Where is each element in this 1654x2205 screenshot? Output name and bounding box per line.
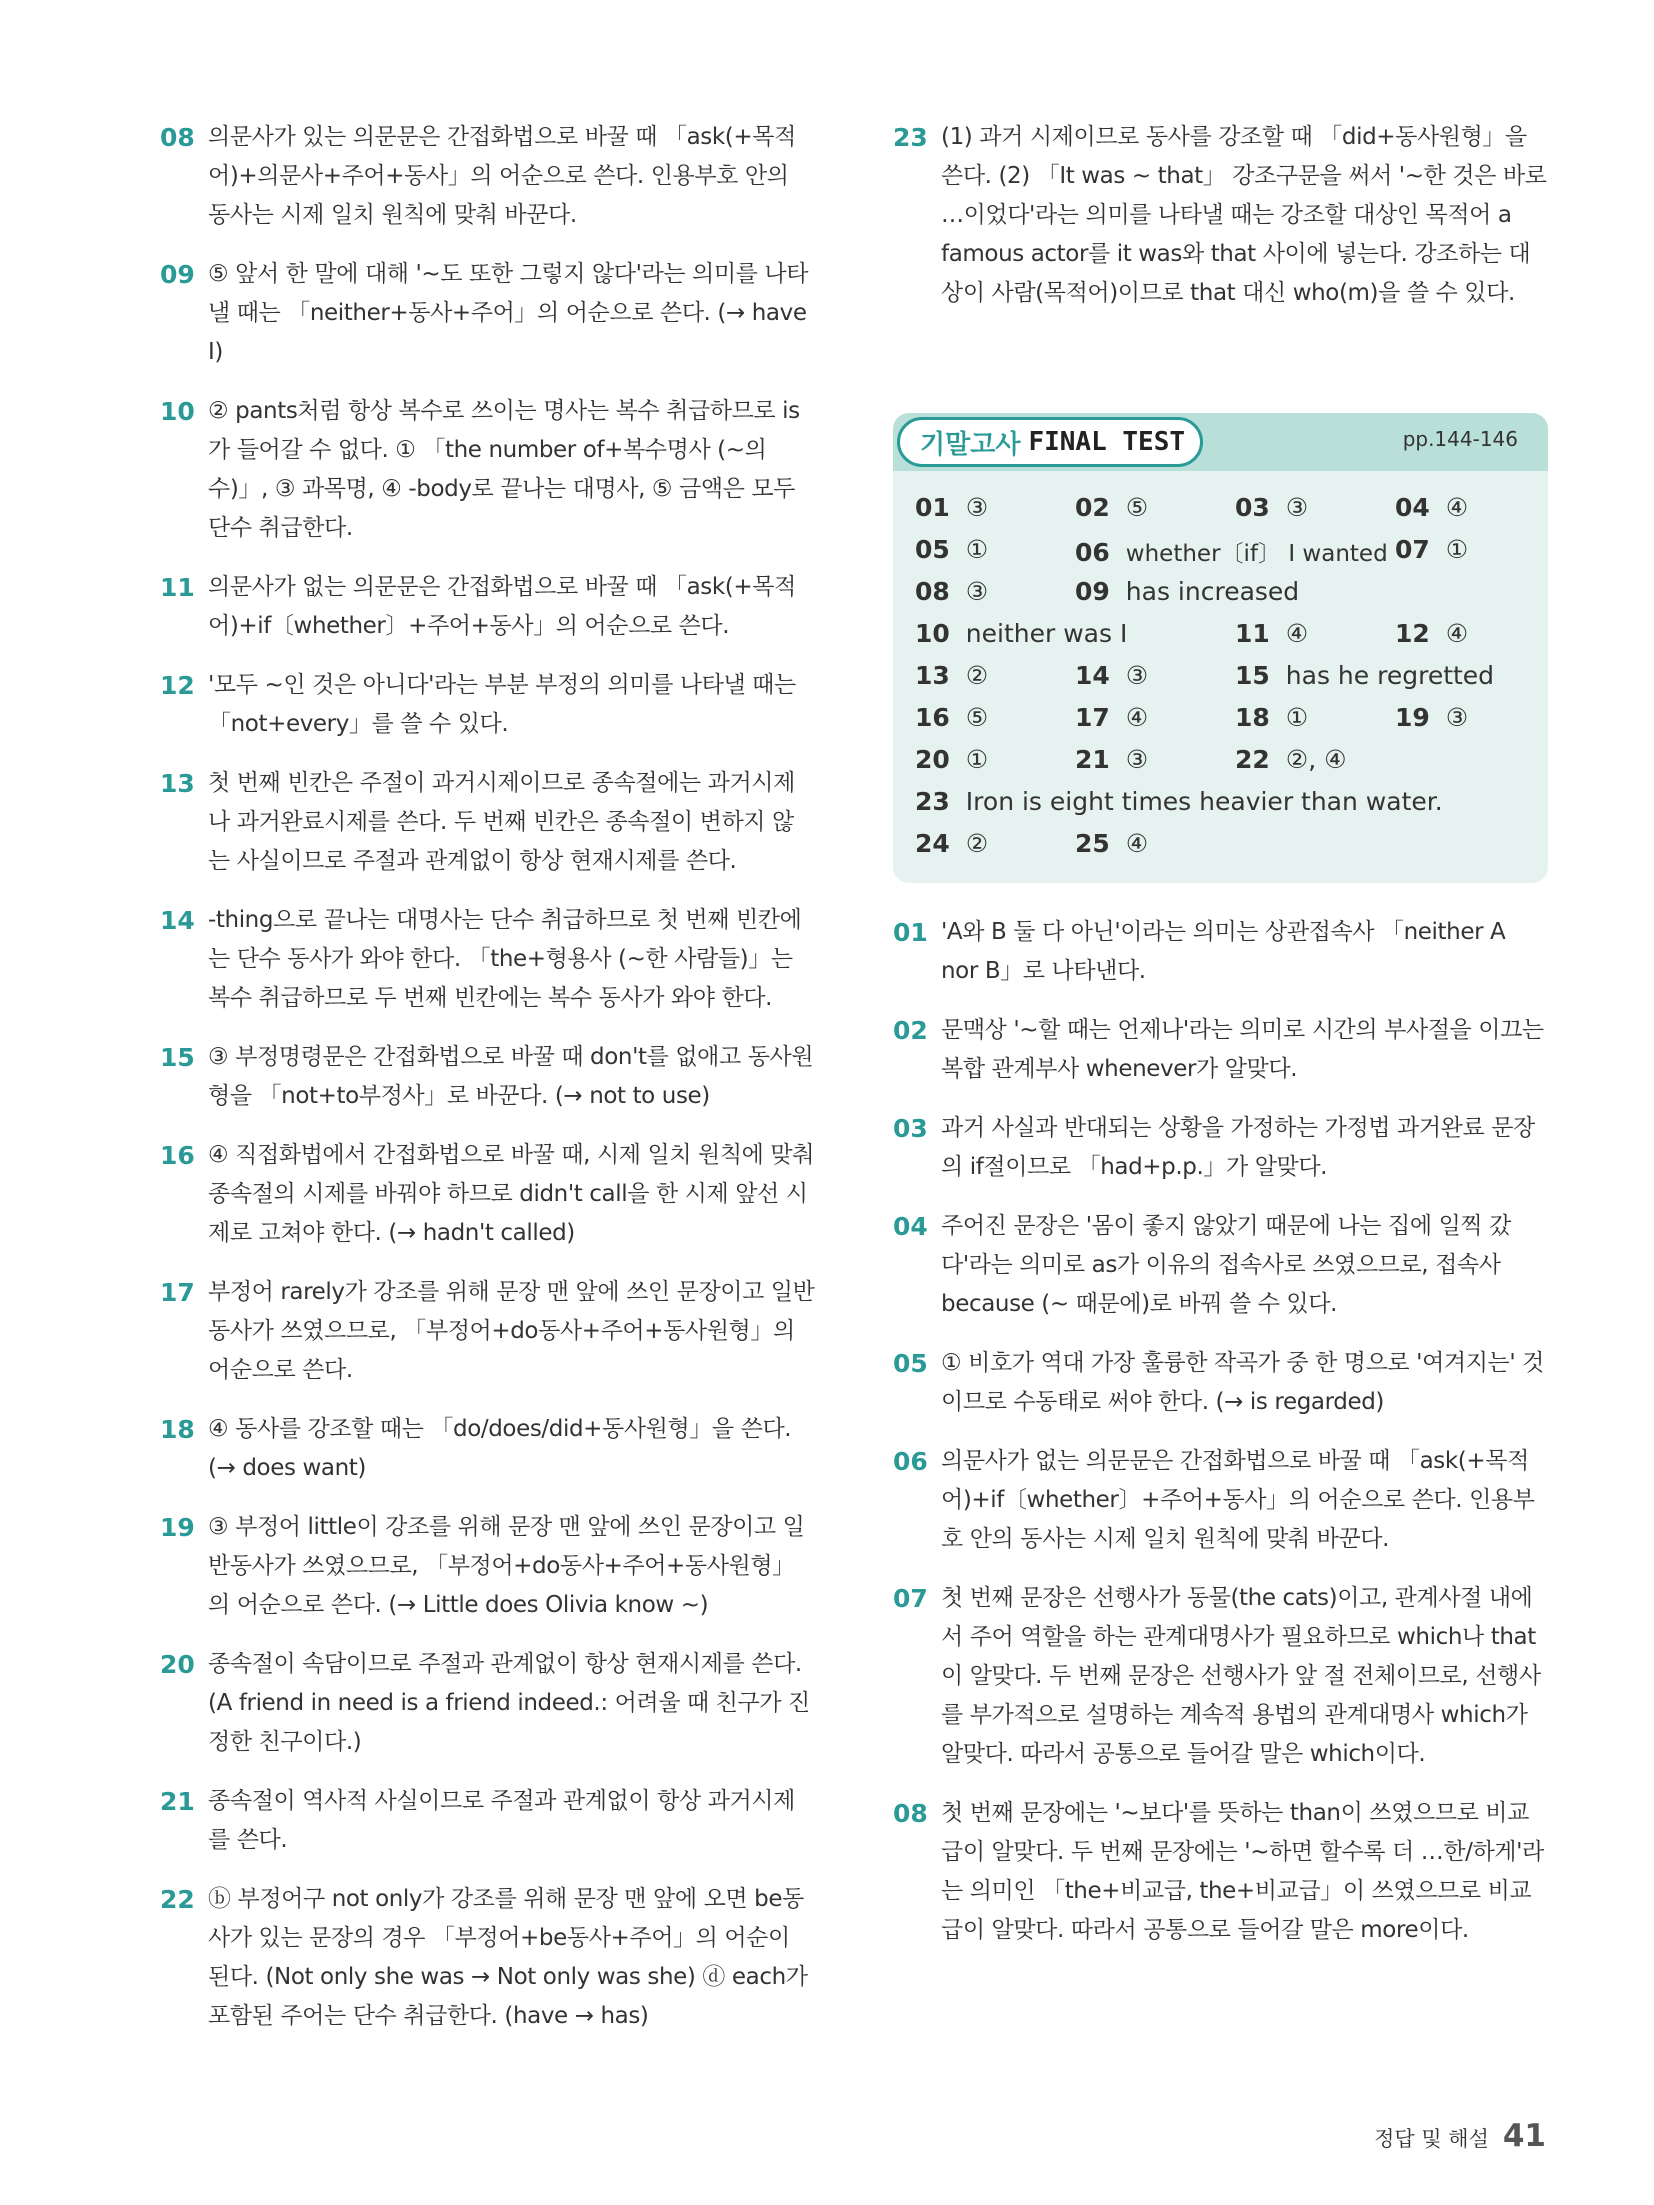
answer-item: 24 ② <box>915 829 989 858</box>
page-range: pp.144-146 <box>1402 427 1518 451</box>
explanation-item <box>893 1011 1548 1089</box>
item-number: 15 <box>160 1043 195 1072</box>
item-number: 17 <box>160 1278 195 1307</box>
footer-label: 정답 및 해설 <box>1374 2127 1489 2151</box>
explanation-item <box>893 1794 1548 1950</box>
item-number: 08 <box>893 1799 928 1828</box>
item-text: 첫 번째 빈칸은 주절이 과거시제이므로 종속절에는 과거시제나 과거완료시제를 쓴다. 두 번째 빈칸은 종속절이 변하지 않는 사실이므로 주절과 관계없이 항상 현재시제를 쓴다. <box>208 770 795 874</box>
answer-item: 04 ④ <box>1395 493 1469 522</box>
explanation-item <box>160 392 815 548</box>
right-column <box>893 118 1548 1970</box>
item-number: 11 <box>160 573 195 602</box>
explanation-item <box>160 901 815 1018</box>
left-column <box>160 118 815 2056</box>
explanation-item <box>160 666 815 744</box>
item-text: 의문사가 없는 의문문은 간접화법으로 바꿀 때 「ask(+목적어)+if〔whether〕+주어+동사」의 어순으로 쓴다. 인용부호 안의 동사는 시제 일치 원칙에 맞춰 바꾼다. <box>941 1448 1535 1552</box>
item-number: 20 <box>160 1650 195 1679</box>
item-text: '모두 ~인 것은 아니다'라는 부분 부정의 의미를 나타낼 때는 「not+every」를 쓸 수 있다. <box>208 672 796 737</box>
explanation-item <box>160 118 815 235</box>
answer-item: 14 ③ <box>1075 661 1149 690</box>
item-text: ④ 직접화법에서 간접화법으로 바꿀 때, 시제 일치 원칙에 맞춰 종속절의 시제를 바꿔야 하므로 didn't call을 한 시제 앞선 시제로 고쳐야 한다. (→ hadn't called) <box>208 1142 815 1246</box>
final-test-title <box>897 417 1203 467</box>
item-number: 07 <box>893 1584 928 1613</box>
item-text: 과거 사실과 반대되는 상황을 가정하는 가정법 과거완료 문장의 if절이므로 「had+p.p.」가 알맞다. <box>941 1115 1535 1180</box>
item-number: 23 <box>893 123 928 152</box>
item-number: 13 <box>160 769 195 798</box>
item-number: 02 <box>893 1016 928 1045</box>
item-number: 09 <box>160 260 195 289</box>
item-number: 08 <box>160 123 195 152</box>
explanation-item <box>160 1782 815 1860</box>
item-text: -thing으로 끝나는 대명사는 단수 취급하므로 첫 번째 빈칸에는 단수 동사가 와야 한다. 「the+형용사 (~한 사람들)」는 복수 취급하므로 두 번째 빈칸에는 복수 동사가 와야 한다. <box>208 907 802 1011</box>
item-number: 22 <box>160 1885 195 1914</box>
final-test-answer-box <box>893 413 1548 883</box>
final-test-title-en: FINAL TEST <box>1028 427 1186 457</box>
item-text: 종속절이 역사적 사실이므로 주절과 관계없이 항상 과거시제를 쓴다. <box>208 1788 795 1853</box>
explanation-item <box>893 118 1548 313</box>
answer-item: 07 ① <box>1395 535 1469 564</box>
explanation-item <box>160 1136 815 1253</box>
answer-item: 06 whether〔if〕 I wanted <box>1075 538 1388 567</box>
item-text: ② pants처럼 항상 복수로 쓰이는 명사는 복수 취급하므로 is가 들어갈 수 없다. ① 「the number of+복수명사 (~의 수)」, ③ 과목명, ④ -body로 끝나는 대명사, ⑤ 금액은 모두 단수 취급한다. <box>208 398 800 541</box>
answer-item: 16 ⑤ <box>915 703 989 732</box>
item-text: ③ 부정명령문은 간접화법으로 바꿀 때 don't를 없애고 동사원형을 「not+to부정사」로 바꾼다. (→ not to use) <box>208 1044 814 1109</box>
explanation-item <box>160 764 815 881</box>
item-number: 16 <box>160 1141 195 1170</box>
answer-item: 02 ⑤ <box>1075 493 1149 522</box>
answer-item: 03 ③ <box>1235 493 1309 522</box>
item-number: 06 <box>893 1447 928 1476</box>
answer-item: 13 ② <box>915 661 989 690</box>
item-text: 주어진 문장은 '몸이 좋지 않았기 때문에 나는 집에 일찍 갔다'라는 의미로 as가 이유의 접속사로 쓰였으므로, 접속사 because (~ 때문에)로 바꿔 쓸 수 있다. <box>941 1213 1511 1317</box>
explanation-item <box>160 1410 815 1488</box>
explanation-item <box>160 1273 815 1390</box>
explanation-item <box>160 1880 815 2036</box>
explanation-item <box>160 1645 815 1762</box>
answer-item: 10 neither was I <box>915 619 1128 648</box>
item-text: 의문사가 있는 의문문은 간접화법으로 바꿀 때 「ask(+목적어)+의문사+주어+동사」의 어순으로 쓴다. 인용부호 안의 동사는 시제 일치 원칙에 맞춰 바꾼다. <box>208 124 796 228</box>
answer-item: 09 has increased <box>1075 577 1300 606</box>
answer-item: 15 has he regretted <box>1235 661 1495 690</box>
answer-item: 21 ③ <box>1075 745 1149 774</box>
item-text: 'A와 B 둘 다 아닌'이라는 의미는 상관접속사 「neither A nor B」로 나타낸다. <box>941 919 1506 984</box>
explanation-item <box>893 1344 1548 1422</box>
page-footer <box>1374 2118 1546 2154</box>
explanation-item <box>893 913 1548 991</box>
item-number: 05 <box>893 1349 928 1378</box>
explanation-item <box>893 1442 1548 1559</box>
answer-item: 22 ②, ④ <box>1235 745 1347 774</box>
item-text: ⑤ 앞서 한 말에 대해 '~도 또한 그렇지 않다'라는 의미를 나타낼 때는 「neither+동사+주어」의 어순으로 쓴다. (→ have I) <box>208 261 809 365</box>
answer-item: 01 ③ <box>915 493 989 522</box>
explanation-item <box>160 1508 815 1625</box>
answer-item: 11 ④ <box>1235 619 1309 648</box>
answer-item: 20 ① <box>915 745 989 774</box>
answer-item: 25 ④ <box>1075 829 1149 858</box>
item-number: 21 <box>160 1787 195 1816</box>
explanation-item <box>893 1109 1548 1187</box>
item-number: 18 <box>160 1415 195 1444</box>
explanation-item <box>160 255 815 372</box>
item-text: 문맥상 '~할 때는 언제나'라는 의미로 시간의 부사절을 이끄는 복합 관계부사 whenever가 알맞다. <box>941 1017 1544 1082</box>
answer-item: 17 ④ <box>1075 703 1149 732</box>
answer-item: 08 ③ <box>915 577 989 606</box>
answer-item: 05 ① <box>915 535 989 564</box>
item-number: 19 <box>160 1513 195 1542</box>
item-text: ④ 동사를 강조할 때는 「do/does/did+동사원형」을 쓴다. (→ does want) <box>208 1416 792 1481</box>
item-text: 의문사가 없는 의문문은 간접화법으로 바꿀 때 「ask(+목적어)+if〔whether〕+주어+동사」의 어순으로 쓴다. <box>208 574 796 639</box>
answer-item: 12 ④ <box>1395 619 1469 648</box>
item-text: ③ 부정어 little이 강조를 위해 문장 맨 앞에 쓰인 문장이고 일반동사가 쓰였으므로, 「부정어+do동사+주어+동사원형」의 어순으로 쓴다. (→ Little does Olivia know ~) <box>208 1514 805 1618</box>
item-number: 01 <box>893 918 928 947</box>
explanation-item <box>893 1579 1548 1774</box>
answer-item: 23 Iron is eight times heavier than water. <box>915 787 1443 816</box>
item-number: 14 <box>160 906 195 935</box>
item-number: 03 <box>893 1114 928 1143</box>
item-number: 12 <box>160 671 195 700</box>
explanation-item <box>160 568 815 646</box>
item-text: 첫 번째 문장은 선행사가 동물(the cats)이고, 관계사절 내에서 주어 역할을 하는 관계대명사가 필요하므로 which나 that이 알맞다. 두 번째 문장은 선행사가 앞 절 전체이므로, 선행사를 부가적으로 설명하는 계속적 용법의 관계대명사 which가 알맞다. 따라서 공통으로 들어갈 말은 which이다. <box>941 1585 1541 1767</box>
item-number: 04 <box>893 1212 928 1241</box>
item-text: 첫 번째 문장에는 '~보다'를 뜻하는 than이 쓰였으므로 비교급이 알맞다. 두 번째 문장에는 '~하면 할수록 더 …한/하게'라는 의미인 「the+비교급, the+비교급」이 쓰였으므로 비교급이 알맞다. 따라서 공통으로 들어갈 말은 more이다. <box>941 1800 1544 1943</box>
item-number: 10 <box>160 397 195 426</box>
answer-item: 18 ① <box>1235 703 1309 732</box>
explanation-item <box>160 1038 815 1116</box>
final-test-title-ko: 기말고사 <box>920 429 1021 460</box>
item-text: 종속절이 속담이므로 주절과 관계없이 항상 현재시제를 쓴다. (A friend in need is a friend indeed.: 어려울 때 친구가 진정한 친구이다.) <box>208 1651 810 1755</box>
final-test-header <box>893 413 1548 471</box>
page-number: 41 <box>1502 2118 1546 2154</box>
answer-item: 19 ③ <box>1395 703 1469 732</box>
item-text: 부정어 rarely가 강조를 위해 문장 맨 앞에 쓰인 문장이고 일반동사가 쓰였으므로, 「부정어+do동사+주어+동사원형」의 어순으로 쓴다. <box>208 1279 815 1383</box>
item-text: ⓑ 부정어구 not only가 강조를 위해 문장 맨 앞에 오면 be동사가 있는 문장의 경우 「부정어+be동사+주어」의 어순이 된다. (Not only she was → Not only was she) ⓓ each가 포함된 주어는 단수 취급한다. (have → has) <box>208 1886 808 2029</box>
item-text: ① 비호가 역대 가장 훌륭한 작곡가 중 한 명으로 '여겨지는' 것이므로 수동태로 써야 한다. (→ is regarded) <box>941 1350 1544 1415</box>
explanation-item <box>893 1207 1548 1324</box>
item-text: (1) 과거 시제이므로 동사를 강조할 때 「did+동사원형」을 쓴다. (2) 「It was ~ that」 강조구문을 써서 '~한 것은 바로 …이었다'라는 의미를 나타낼 때는 강조할 대상인 목적어 a famous actor를 it was와 that 사이에 넣는다. 강조하는 대상이 사람(목적어)이므로 that 대신 who(m)을 쓸 수 있다. <box>941 124 1547 306</box>
